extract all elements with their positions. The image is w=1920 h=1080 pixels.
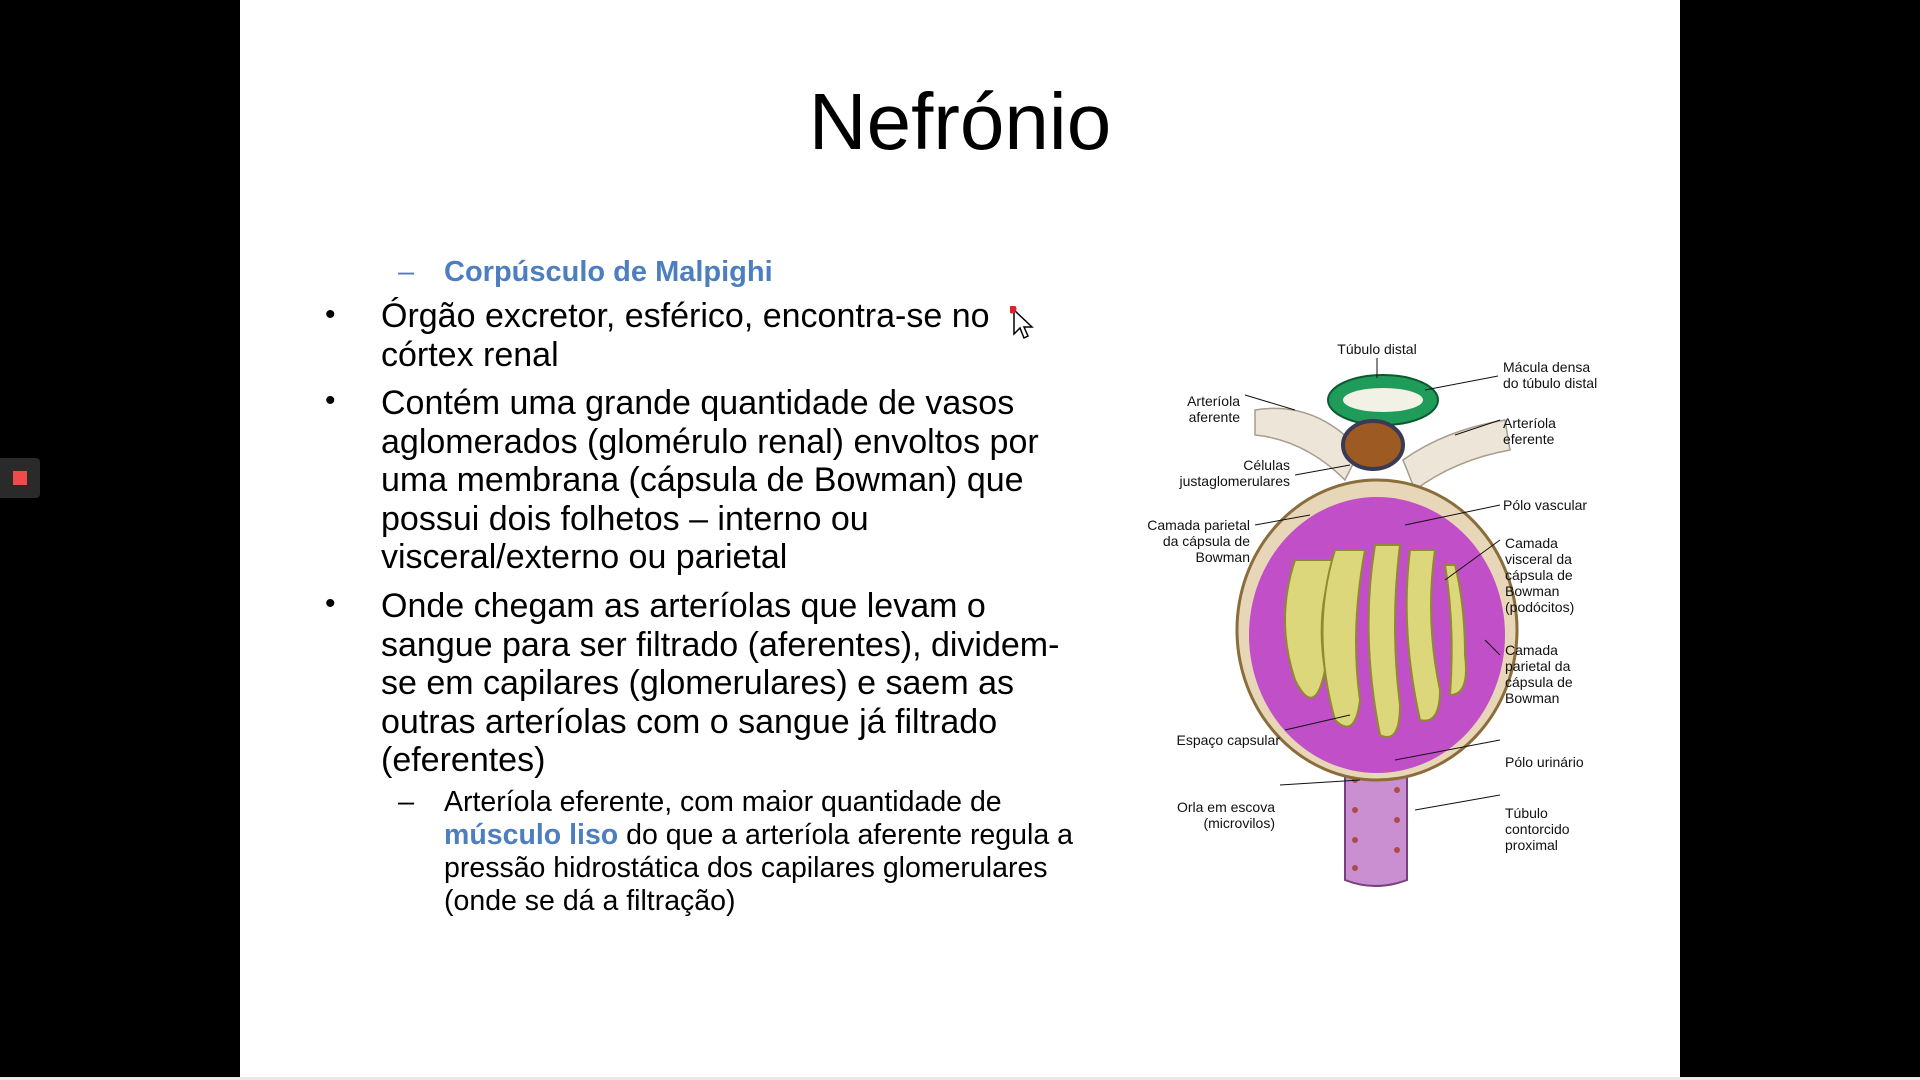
- sub-point: [444, 786, 1073, 918]
- label-camada-visceral: Bowman: [1505, 583, 1560, 599]
- label-celulas: justaglomerulares: [1179, 473, 1290, 489]
- bullet-2-line: possui dois folhetos – interno ou: [381, 499, 869, 538]
- sub-point-line: (onde se dá a filtração): [444, 885, 736, 917]
- bullet-1-line: Órgão excretor, esférico, encontra-se no: [381, 297, 990, 335]
- label-camada-parietal: da cápsula de: [1162, 533, 1250, 549]
- label-tubulo-proximal: contorcido: [1505, 821, 1570, 837]
- bullet-2-line: Contém uma grande quantidade de vasos: [381, 384, 1015, 422]
- macula-densa-lumen: [1343, 388, 1423, 412]
- label-camada-visceral: Camada: [1505, 535, 1558, 551]
- sub-point-line: Arteríola eferente, com maior quantidade de: [444, 786, 1002, 818]
- label-polo-vascular: Pólo vascular: [1503, 497, 1588, 513]
- bullet-2-line: visceral/externo ou parietal: [381, 538, 788, 576]
- bullet-2-line: uma membrana (cápsula de Bowman) que: [381, 461, 1024, 499]
- bullet-3-line: sangue para ser filtrado (aferentes), dividem-: [381, 625, 1060, 664]
- mouse-cursor-icon: [1010, 306, 1036, 342]
- label-arteriola-eferente: eferente: [1503, 431, 1555, 447]
- bullet-marker: •: [325, 384, 336, 417]
- efferent-arteriole-shape: [1403, 420, 1510, 490]
- label-macula-densa: do túbulo distal: [1503, 375, 1598, 391]
- slide-title: Nefrónio: [808, 77, 1112, 166]
- juxtaglomerular-cells-shape: [1343, 421, 1403, 469]
- presentation-slide: [240, 0, 1680, 1077]
- bullet-2-line: aglomerados (glomérulo renal) envoltos por: [381, 422, 1039, 461]
- label-tubulo-distal: Túbulo distal: [1337, 341, 1417, 357]
- label-tubulo-proximal: Túbulo: [1505, 805, 1548, 821]
- label-espaco-capsular: Espaço capsular: [1176, 732, 1280, 748]
- label-camada-parietal-right: Camada: [1505, 642, 1558, 658]
- label-arteriola-aferente: Arteríola: [1187, 393, 1240, 409]
- bullet-3-line: (eferentes): [381, 741, 546, 779]
- label-arteriola-eferente: Arteríola: [1503, 415, 1556, 431]
- stop-icon: [13, 471, 27, 485]
- sub-point-line-rest: do que a arteríola aferente regula a: [618, 819, 1073, 851]
- label-orla-escova: Orla em escova: [1176, 799, 1275, 815]
- sub-point-line: pressão hidrostática dos capilares glomerulares: [444, 852, 1048, 884]
- label-tubulo-proximal: proximal: [1505, 837, 1558, 853]
- label-camada-parietal-right: cápsula de: [1505, 674, 1573, 690]
- highlight-term: músculo liso: [444, 819, 619, 851]
- dash-marker: –: [398, 786, 415, 818]
- label-camada-parietal-right: parietal da: [1505, 658, 1571, 674]
- label-macula-densa: Mácula densa: [1503, 359, 1591, 375]
- label-camada-parietal: Camada parietal: [1147, 517, 1250, 533]
- dash-marker: –: [398, 256, 415, 288]
- subheading: Corpúsculo de Malpighi: [444, 256, 773, 288]
- label-polo-urinario: Pólo urinário: [1505, 754, 1584, 770]
- sub-point-line: [444, 819, 1073, 852]
- label-camada-visceral: (podócitos): [1505, 599, 1575, 615]
- label-arteriola-aferente: aferente: [1188, 409, 1240, 425]
- bullet-marker: •: [325, 298, 336, 331]
- label-celulas: Células: [1243, 457, 1290, 473]
- record-stop-button[interactable]: [0, 458, 40, 498]
- label-camada-visceral: cápsula de: [1505, 567, 1573, 583]
- label-camada-parietal-right: Bowman: [1505, 690, 1560, 706]
- bullet-3-line: Onde chegam as arteríolas que levam o: [381, 587, 986, 625]
- bullet-marker: •: [325, 587, 336, 620]
- bullet-1-line: córtex renal: [381, 335, 559, 374]
- nephron-corpuscle-diagram: [1145, 340, 1605, 900]
- bullet-3-line: se em capilares (glomerulares) e saem as: [381, 664, 1015, 702]
- label-camada-parietal: Bowman: [1195, 549, 1250, 565]
- label-camada-visceral: visceral da: [1505, 551, 1572, 567]
- label-orla-escova: (microvilos): [1203, 815, 1275, 831]
- bullet-3-line: outras arteríolas com o sangue já filtrado: [381, 702, 998, 741]
